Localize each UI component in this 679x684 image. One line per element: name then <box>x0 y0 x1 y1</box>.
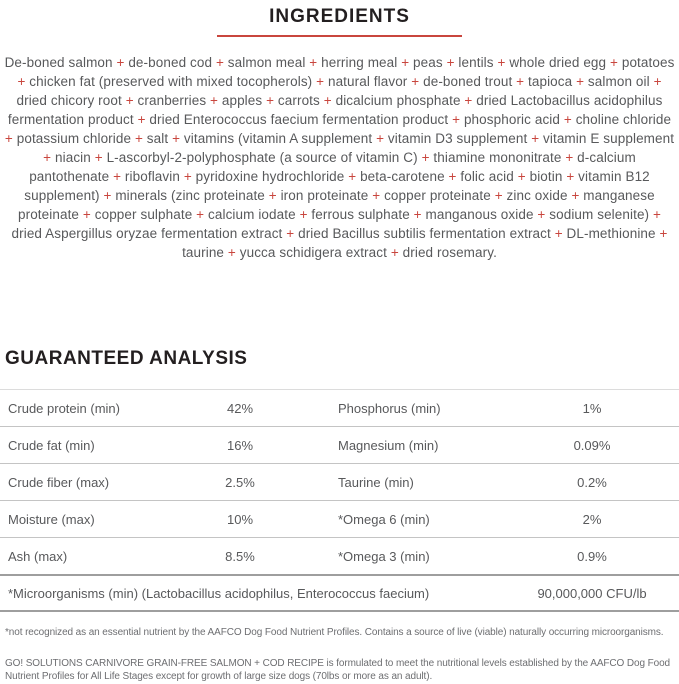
guaranteed-analysis-title: GUARANTEED ANALYSIS <box>5 348 248 369</box>
footnote-aafco: *not recognized as an essential nutrient by the AAFCO Dog Food Nutrient Profiles. Contains a source of live (viable) naturally occurring microorganisms. <box>5 627 664 638</box>
table-row <box>0 538 679 574</box>
nutrient-value: 0.9% <box>577 548 607 564</box>
nutrient-value: 2.5% <box>225 474 255 490</box>
nutrient-label: Crude fiber (max) <box>8 474 110 490</box>
nutrient-value: 8.5% <box>225 548 255 564</box>
nutrient-label: Magnesium (min) <box>338 437 439 453</box>
footnote-formulation: GO! SOLUTIONS CARNIVORE GRAIN-FREE SALMON + COD RECIPE is formulated to meet the nutritional levels established by the AAFCO Dog Food Nutrient Profiles for All Life Stages except for growth of large size dogs (70lbs or more as an adult). <box>5 657 670 682</box>
nutrient-label: Crude fat (min) <box>8 437 95 453</box>
table-row <box>0 501 679 538</box>
nutrient-value: 16% <box>226 437 254 453</box>
ingredients-title: INGREDIENTS <box>269 6 410 27</box>
table-row-microorganisms <box>0 574 679 612</box>
nutrient-value: 42% <box>226 400 254 416</box>
title-underline <box>217 35 462 37</box>
nutrient-label: Ash (max) <box>8 548 68 564</box>
product-label-page <box>0 5 679 680</box>
guaranteed-analysis-table <box>0 389 679 612</box>
table-row <box>0 427 679 464</box>
ingredients-text: De-boned salmon + de-boned cod + salmon meal + herring meal + peas + lentils + whole dried egg + potatoes + chicken fat (preserved with mixed tocopherols) + natural flavor + de-boned trout + tapioca + salmon oil + dried chicory root + cranberries + apples + carrots + dicalcium phosphate + dried Lactobacillus acidophilus fermentation product + dried Enterococcus faecium fermentation product + phosphoric acid + choline chloride + potassium chloride + salt + vitamins (vitamin A supplement + vitamin D3 supplement + vitamin E supplement + niacin + L-ascorbyl-2-polyphosphate (a source of vitamin C) + thiamine mononitrate + d-calcium pantothenate + riboflavin + pyridoxine hydrochloride + beta-carotene + folic acid + biotin + vitamin B12 supplement) + minerals (zinc proteinate + iron proteinate + copper proteinate + zinc oxide + manganese proteinate + copper sulphate + calcium iodate + ferrous sulphate + manganous oxide + sodium selenite) + dried Aspergillus oryzae fermentation extract + dried Bacillus subtilis fermentation extract + DL-methionine + taurine + yucca schidigera extract + dried rosemary. <box>4 55 675 260</box>
table-row <box>0 390 679 427</box>
nutrient-label: Crude protein (min) <box>8 400 120 416</box>
nutrient-value: 0.2% <box>577 474 607 490</box>
nutrient-label: *Omega 6 (min) <box>338 511 430 527</box>
microorganisms-value: 90,000,000 CFU/lb <box>537 585 647 601</box>
table-row <box>0 464 679 501</box>
nutrient-label: Phosphorus (min) <box>338 400 441 416</box>
nutrient-value: 0.09% <box>573 437 611 453</box>
nutrient-value: 1% <box>582 400 602 416</box>
nutrient-value: 2% <box>582 511 602 527</box>
nutrient-label: Moisture (max) <box>8 511 95 527</box>
nutrient-value: 10% <box>226 511 254 527</box>
nutrient-label: Taurine (min) <box>338 474 414 490</box>
microorganisms-label: *Microorganisms (min) (Lactobacillus acidophilus, Enterococcus faecium) <box>8 585 430 601</box>
nutrient-label: *Omega 3 (min) <box>338 548 430 564</box>
